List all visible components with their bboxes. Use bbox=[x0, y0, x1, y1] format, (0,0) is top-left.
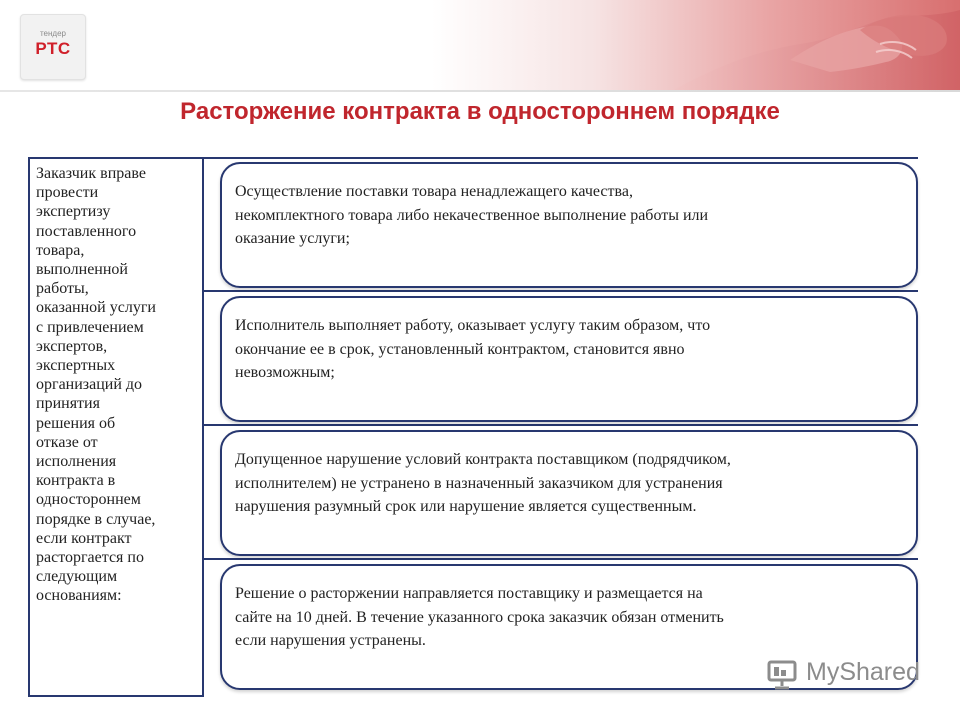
logo-subtitle: тендер bbox=[39, 29, 66, 38]
logo-text: РТС bbox=[35, 39, 71, 58]
ground-text: Допущенное нарушение условий контракта поставщиком (подрядчиком, исполнителем) не устранено в назначенный заказчиком для устранения нарушения разумный срок или нарушение является существенным. bbox=[235, 451, 731, 515]
divider-line bbox=[204, 558, 918, 560]
ground-card bbox=[220, 162, 918, 288]
ground-card bbox=[220, 296, 918, 422]
divider-line bbox=[204, 290, 918, 292]
header-banner bbox=[0, 0, 960, 92]
logo bbox=[20, 14, 86, 80]
header-divider bbox=[0, 90, 960, 92]
ground-card bbox=[220, 430, 918, 556]
ground-text: Решение о расторжении направляется поставщику и размещается на сайте на 10 дней. В течение указанного срока заказчик обязан отменить если нарушения устранены. bbox=[235, 585, 724, 649]
left-panel-text: Заказчик вправе провести экспертизу поставленного товара, выполненной работы, оказанной услуги с привлечением экспертов, экспертных организаций до принятия решения об отказе от исполнения контракта в одностороннем порядке в случае, если контракт расторгается по следующим основаниям: bbox=[36, 165, 156, 605]
presentation-icon bbox=[766, 658, 800, 690]
divider-line bbox=[204, 157, 918, 159]
divider-line bbox=[204, 424, 918, 426]
ground-text: Исполнитель выполняет работу, оказывает услугу таким образом, что окончание ее в срок, установленный контрактом, становится явно невозможным; bbox=[235, 317, 711, 381]
handshake-image bbox=[630, 0, 960, 92]
watermark bbox=[766, 656, 936, 692]
watermark-text: MyShared bbox=[806, 658, 920, 686]
left-panel bbox=[28, 157, 204, 697]
slide-title: Расторжение контракта в одностороннем порядке bbox=[180, 98, 780, 125]
ground-text: Осуществление поставки товара ненадлежащего качества, некомплектного товара либо некачественное выполнение работы или оказание услуги; bbox=[235, 183, 709, 247]
